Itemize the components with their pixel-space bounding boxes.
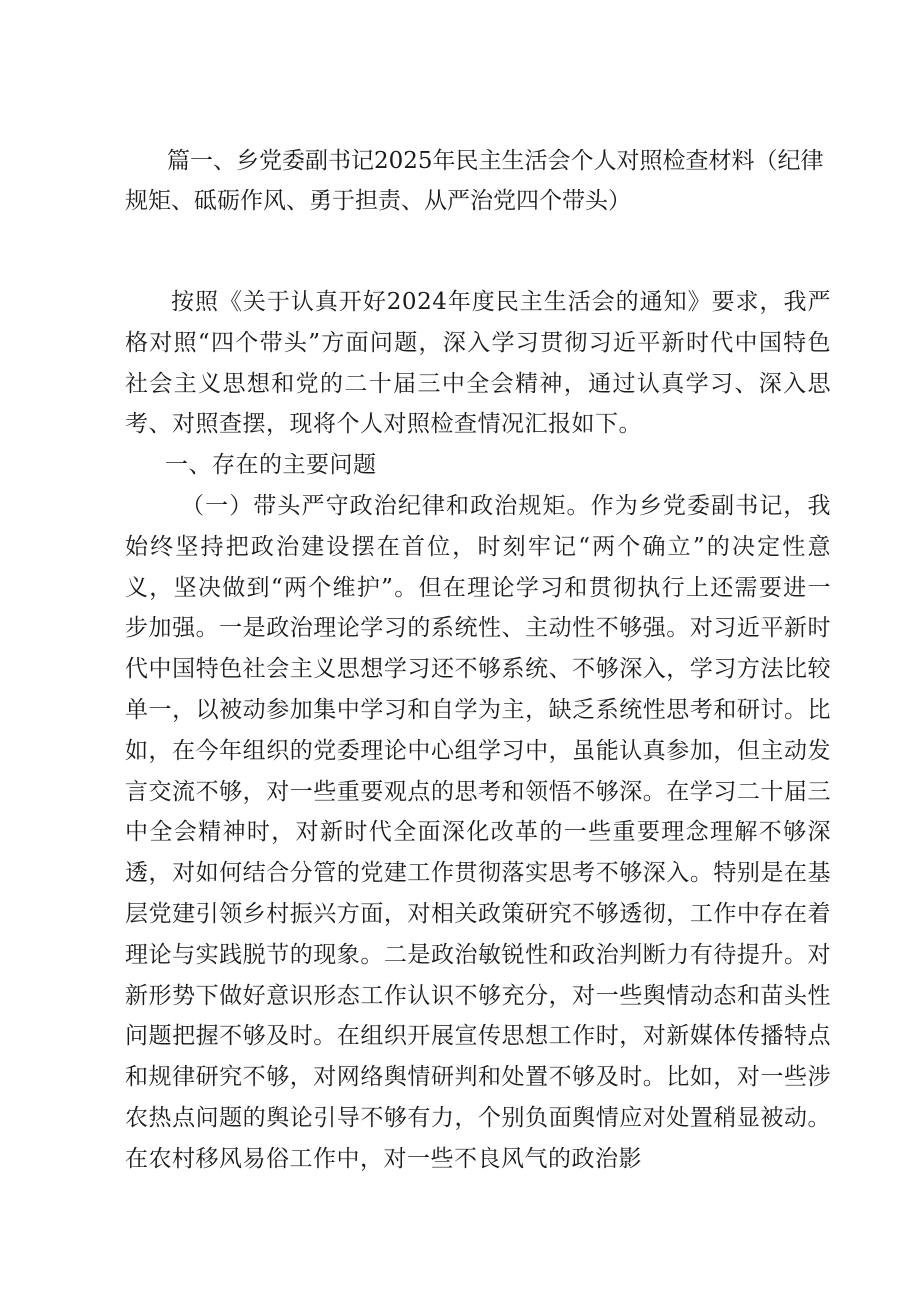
section-heading: 一、存在的主要问题 [165,452,377,479]
document-body [125,282,831,1180]
document-title: 篇一、乡党委副书记2025年民主生活会个人对照检查材料（纪律规矩、砥砺作风、勇于担责、从严治党四个带头） [125,148,824,214]
intro-paragraph: 按照《关于认真开好2024年度民主生活会的通知》要求，我严格对照“四个带头”方面问题，深入学习贯彻习近平新时代中国特色社会主义思想和党的二十届三中全会精神，通过认真学习、深入思考、对照查摆，现将个人对照检查情况汇报如下。 [125,289,831,438]
subsection-paragraph: （一）带头严守政治纪律和政治规矩。作为乡党委副书记，我始终坚持把政治建设摆在首位，时刻牢记“两个确立”的决定性意义，坚决做到“两个维护”。但在理论学习和贯彻执行上还需要进一步加强。一是政治理论学习的系统性、主动性不够强。对习近平新时代中国特色社会主义思想学习还不够系统、不够深入，学习方法比较单一，以被动参加集中学习和自学为主，缺乏系统性思考和研讨。比如，在今年组织的党委理论中心组学习中，虽能认真参加，但主动发言交流不够，对一些重要观点的思考和领悟不够深。在学习二十届三中全会精神时，对新时代全面深化改革的一些重要理念理解不够深透，对如何结合分管的党建工作贯彻落实思考不够深入。特别是在基层党建引领乡村振兴方面，对相关政策研究不够透彻，工作中存在着理论与实践脱节的现象。二是政治敏锐性和政治判断力有待提升。对新形势下做好意识形态工作认识不够充分，对一些舆情动态和苗头性问题把握不够及时。在组织开展宣传思想工作时，对新媒体传播特点和规律研究不够，对网络舆情研判和处置不够及时。比如，对一些涉农热点问题的舆论引导不够有力，个别负面舆情应对处置稍显被动。在农村移风易俗工作中，对一些不良风气的政治影 [125,492,831,1172]
